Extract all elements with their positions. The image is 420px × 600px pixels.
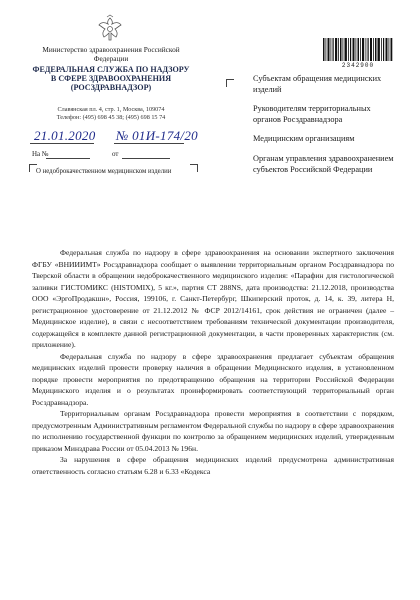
address-line: Славянская пл. 4, стр. 1, Москва, 109074 (57, 106, 165, 113)
addressee: Органам управления здравоохранением субъектов Российской Федерации (253, 153, 394, 174)
reference-from-line (122, 158, 170, 159)
handwritten-number: № 01И-174/20 (116, 128, 198, 143)
body-paragraph: Федеральная служба по надзору в сфере здравоохранения на основании экспертного заключения ФГБУ «ВНИИИМТ» Росздравнадзора сообщает о выявлении территориальным органом Росздравнадзора по Тверской области в обращении недоброкачественного медицинского изделия: «Парафин для гистологической заливки ГИСТОМИКС (HISTOMIX), 5 кг.», партия СТ 288NS, дата производства: 21.12.2018, производства ООО «ЭргоПродакшн», Россия, 199106, г. Санкт-Петербург, Шкиперский проток, д. 14, к. 39, литера Н, регистрационное удостоверение от 21.12.2012 № ФСР 2012/14161, срок действия не ограничен (далее – Медицинское изделие), в связи с несоответствием требованиям технической документации производителя, содержащейся в комплекте данной регистрационной документации, в части проверенных характеристик (см. приложение). (32, 248, 394, 349)
corner-mark (190, 164, 198, 172)
reference-number-line (46, 158, 90, 159)
body-paragraph: За нарушения в сфере обращения медицинских изделий предусмотрена административная ответственность согласно статьям 6.28 и 6.33 «Кодекса (32, 455, 394, 476)
body-paragraph: Территориальным органам Росздравнадзора провести мероприятия в соответствии с порядком, предусмотренным Административным регламентом Федеральной службы по надзору в сфере здравоохранения по исполнению государственной функции по контролю за обращением медицинских изделий, утвержденным приказом Минздрава России от 05.04.2013 № 196н. (32, 409, 394, 453)
body-paragraph: Федеральная служба по надзору в сфере здравоохранения предлагает субъектам обращения медицинских изделий провести проверку наличия в обращении Медицинского изделия, в установленном порядке провести мероприятия по предотвращению обращения на территории Российской Федерации Медицинского изделия и о результатах проинформировать соответствующий территориальный орган Росздравнадзора. (32, 351, 394, 407)
addressee: Субъектам обращения медицинских изделий (253, 74, 382, 94)
corner-mark (226, 79, 234, 87)
subject-line: О недоброкачественном медицинском изделии (36, 168, 172, 175)
date-underline (30, 143, 94, 144)
reference-from-label: от (112, 150, 119, 158)
reference-number-label: На № (32, 150, 49, 158)
addressee-list (253, 74, 398, 184)
state-emblem-icon (95, 14, 125, 44)
number-underline (114, 143, 184, 144)
letter-body (32, 247, 394, 477)
ministry-name: Министерство здравоохранения Российской Федерации (42, 45, 180, 63)
phone-line: Телефон: (495) 698 45 38; (495) 698 15 74 (56, 113, 166, 121)
barcode-icon (323, 38, 393, 61)
barcode-number: 2342900 (341, 62, 375, 69)
handwritten-date: 21.01.2020 (34, 128, 96, 143)
addressee: Медицинским организациям (253, 134, 355, 144)
service-address (32, 106, 190, 121)
service-name: ФЕДЕРАЛЬНАЯ СЛУЖБА ПО НАДЗОРУ В СФЕРЕ ЗДРАВООХРАНЕНИЯ (РОСЗДРАВНАДЗОР) (32, 65, 190, 93)
addressee: Руководителям территориальных органов Росздравнадзора (253, 104, 371, 124)
